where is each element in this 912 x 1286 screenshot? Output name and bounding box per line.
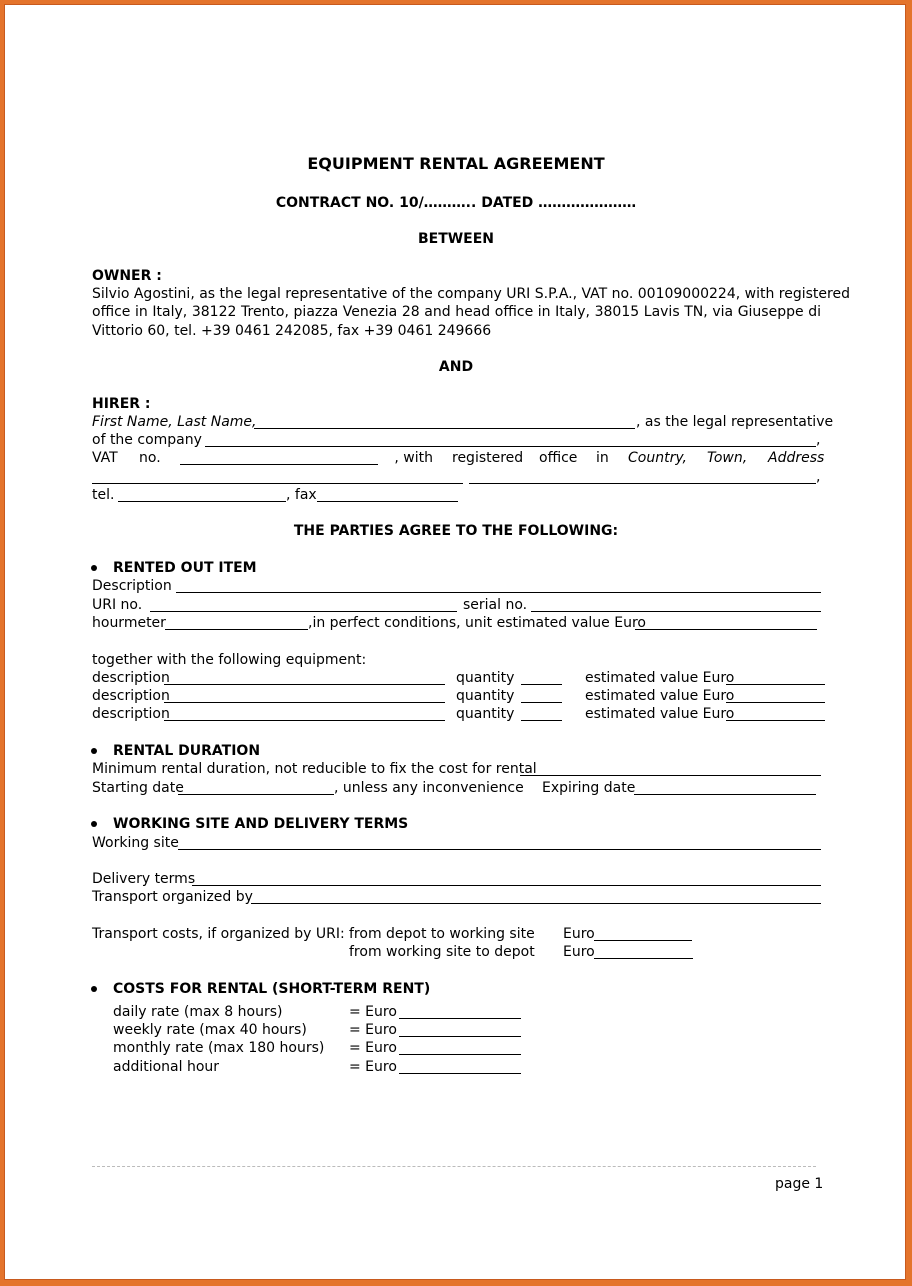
- cost-row-value: = Euro: [349, 1022, 397, 1038]
- comma: ,: [816, 469, 821, 485]
- fax-label: , fax: [286, 487, 317, 503]
- cost-row-label: monthly rate (max 180 hours): [113, 1040, 325, 1056]
- vat-no-label: no.: [139, 450, 161, 466]
- company-prompt: of the company: [92, 432, 202, 448]
- equipment-value-blank[interactable]: [726, 702, 825, 703]
- equipment-quantity-label: quantity: [456, 706, 515, 722]
- hirer-name-blank[interactable]: [254, 428, 635, 429]
- address-blank-1[interactable]: [92, 483, 463, 484]
- minimum-duration-text: Minimum rental duration, not reducible to fix the cost for rental: [92, 761, 537, 777]
- country-text: Country,: [628, 450, 687, 466]
- equipment-quantity-blank[interactable]: [521, 702, 562, 703]
- working-site-label: Working site: [92, 835, 179, 851]
- transport-costs-label: Transport costs, if organized by URI:: [92, 926, 345, 942]
- town-text: Town,: [707, 450, 748, 466]
- cost-row-value: = Euro: [349, 1040, 397, 1056]
- fax-blank[interactable]: [317, 501, 458, 502]
- site-to-depot-cost-blank[interactable]: [594, 958, 693, 959]
- working-site-blank[interactable]: [178, 849, 821, 850]
- company-blank[interactable]: [205, 446, 816, 447]
- parties-agree-heading: THE PARTIES AGREE TO THE FOLLOWING:: [293, 523, 619, 539]
- equipment-description-label: description: [92, 670, 170, 686]
- description-blank[interactable]: [176, 592, 821, 593]
- working-site-heading: WORKING SITE AND DELIVERY TERMS: [113, 816, 409, 832]
- expiring-date-blank[interactable]: [634, 794, 816, 795]
- transport-organized-blank[interactable]: [251, 903, 821, 904]
- page-number: page 1: [775, 1176, 824, 1192]
- transport-organized-label: Transport organized by: [92, 889, 253, 905]
- cost-row-blank[interactable]: [399, 1036, 521, 1037]
- equipment-description-blank[interactable]: [164, 720, 445, 721]
- equipment-value-blank[interactable]: [726, 684, 825, 685]
- cost-row-blank[interactable]: [399, 1073, 521, 1074]
- together-text: together with the following equipment:: [92, 652, 367, 668]
- site-to-depot-label: from working site to depot: [349, 944, 535, 960]
- equipment-description-blank[interactable]: [164, 702, 445, 703]
- delivery-terms-blank[interactable]: [192, 885, 821, 886]
- hourmeter-blank[interactable]: [165, 629, 308, 630]
- hirer-label: HIRER :: [92, 396, 151, 412]
- unless-text: , unless any inconvenience: [334, 780, 524, 796]
- cost-row-label: daily rate (max 8 hours): [113, 1004, 283, 1020]
- costs-heading: COSTS FOR RENTAL (SHORT-TERM RENT): [113, 981, 431, 997]
- cost-row-blank[interactable]: [399, 1054, 521, 1055]
- bullet-icon: [91, 748, 97, 754]
- cost-row-value: = Euro: [349, 1004, 397, 1020]
- tel-label: tel.: [92, 487, 115, 503]
- contract-number-line: CONTRACT NO. 10/……….. DATED …………………: [275, 195, 637, 211]
- bullet-icon: [91, 821, 97, 827]
- euro-label: Euro: [563, 926, 595, 942]
- bullet-icon: [91, 565, 97, 571]
- depot-to-site-label: from depot to working site: [349, 926, 535, 942]
- with-text: , with: [394, 450, 433, 466]
- cost-row-label: weekly rate (max 40 hours): [113, 1022, 307, 1038]
- legal-rep-suffix: , as the legal representative: [636, 414, 834, 430]
- rented-item-heading: RENTED OUT ITEM: [113, 560, 257, 576]
- unit-value-blank[interactable]: [635, 629, 817, 630]
- between-heading: BETWEEN: [417, 231, 495, 247]
- tel-blank[interactable]: [118, 501, 286, 502]
- hirer-name-prompt: First Name, Last Name,: [92, 414, 257, 430]
- serial-no-blank[interactable]: [531, 611, 821, 612]
- document-title: EQUIPMENT RENTAL AGREEMENT: [307, 154, 605, 173]
- uri-no-label: URI no.: [92, 597, 143, 613]
- equipment-quantity-blank[interactable]: [521, 684, 562, 685]
- conditions-text: ,in perfect conditions, unit estimated value Euro: [308, 615, 646, 631]
- comma: ,: [816, 432, 821, 448]
- description-label: Description: [92, 578, 172, 594]
- equipment-value-label: estimated value Euro: [585, 688, 735, 704]
- depot-to-site-cost-blank[interactable]: [594, 940, 692, 941]
- rental-duration-heading: RENTAL DURATION: [113, 743, 261, 759]
- in-text: in: [596, 450, 609, 466]
- serial-no-label: serial no.: [463, 597, 528, 613]
- owner-text-line: Vittorio 60, tel. +39 0461 242085, fax +39 0461 249666: [92, 323, 492, 339]
- equipment-description-label: description: [92, 706, 170, 722]
- equipment-value-label: estimated value Euro: [585, 706, 735, 722]
- cost-row-blank[interactable]: [399, 1018, 521, 1019]
- minimum-duration-blank[interactable]: [520, 775, 821, 776]
- bullet-icon: [91, 986, 97, 992]
- equipment-quantity-label: quantity: [456, 670, 515, 686]
- uri-no-blank[interactable]: [150, 611, 457, 612]
- address-blank-2[interactable]: [469, 483, 816, 484]
- vat-label: VAT: [92, 450, 118, 466]
- cost-row-value: = Euro: [349, 1059, 397, 1075]
- euro-label: Euro: [563, 944, 595, 960]
- starting-date-label: Starting date: [92, 780, 184, 796]
- equipment-description-blank[interactable]: [164, 684, 445, 685]
- equipment-description-label: description: [92, 688, 170, 704]
- owner-label: OWNER :: [92, 268, 162, 284]
- registered-text: registered: [452, 450, 524, 466]
- office-text: office: [539, 450, 578, 466]
- address-text: Address: [768, 450, 825, 466]
- delivery-terms-label: Delivery terms: [92, 871, 196, 887]
- cost-row-label: additional hour: [113, 1059, 220, 1075]
- vat-blank[interactable]: [180, 464, 378, 465]
- equipment-value-blank[interactable]: [726, 720, 825, 721]
- expiring-date-label: Expiring date: [542, 780, 636, 796]
- owner-text-line: Silvio Agostini, as the legal representative of the company URI S.P.A., VAT no. 00109000224, with registered: [92, 286, 850, 302]
- hourmeter-label: hourmeter: [92, 615, 166, 631]
- footer-divider: [92, 1166, 816, 1167]
- equipment-quantity-blank[interactable]: [521, 720, 562, 721]
- and-heading: AND: [438, 359, 474, 375]
- owner-text-line: office in Italy, 38122 Trento, piazza Venezia 28 and head office in Italy, 38015 Lavis TN, via Giuseppe di: [92, 304, 821, 320]
- equipment-quantity-label: quantity: [456, 688, 515, 704]
- starting-date-blank[interactable]: [178, 794, 334, 795]
- equipment-value-label: estimated value Euro: [585, 670, 735, 686]
